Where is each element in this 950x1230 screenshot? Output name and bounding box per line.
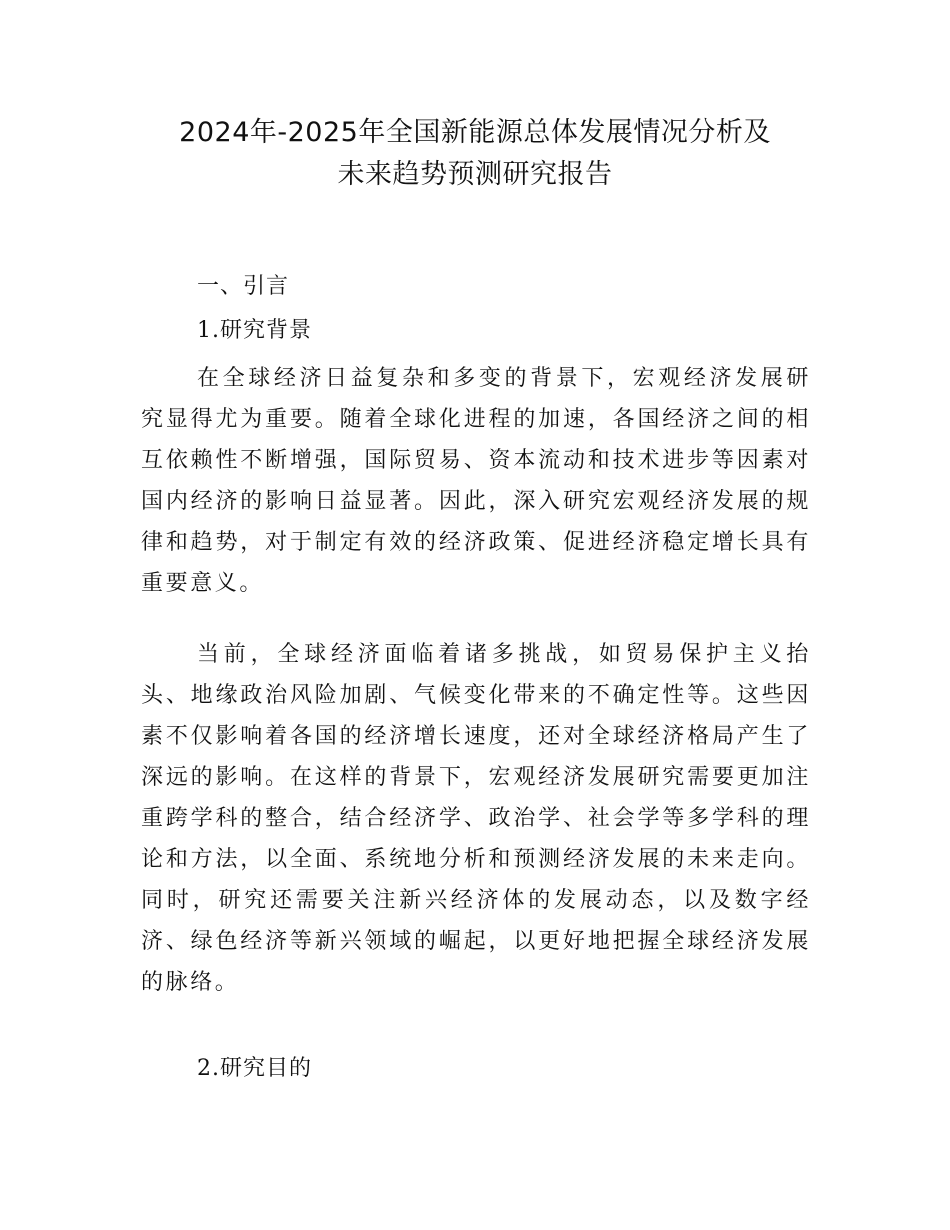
subsection-heading-background: 1.研究背景 — [197, 318, 312, 343]
paragraph-background-2: 当前，全球经济面临着诸多挑战，如贸易保护主义抬头、地缘政治风险加剧、气候变化带来的不确定性等。这些因素不仅影响着各国的经济增长速度，还对全球经济格局产生了深远的影响。在这样的背景下，宏观经济发展研究需要更加注重跨学科的整合，结合经济学、政治学、社会学等多学科的理论和方法，以全面、系统地分析和预测经济发展的未来走向。同时，研究还需要关注新兴经济体的发展动态，以及数字经济、绿色经济等新兴领域的崛起，以更好地把握全球经济发展的脉络。 — [141, 642, 811, 995]
title-line-1: 2024年-2025年全国新能源总体发展情况分析及 — [179, 117, 771, 148]
section-heading-introduction: 一、引言 — [197, 274, 290, 299]
subsection-heading-purpose: 2.研究目的 — [197, 1056, 312, 1081]
paragraph-background-1: 在全球经济日益复杂和多变的背景下，宏观经济发展研究显得尤为重要。随着全球化进程的加速，各国经济之间的相互依赖性不断增强，国际贸易、资本流动和技术进步等因素对国内经济的影响日益显著。因此，深入研究宏观经济发展的规律和趋势，对于制定有效的经济政策、促进经济稳定增长具有重要意义。 — [141, 366, 811, 596]
document-title — [110, 112, 840, 196]
title-line-2: 未来趋势预测研究报告 — [337, 159, 613, 190]
